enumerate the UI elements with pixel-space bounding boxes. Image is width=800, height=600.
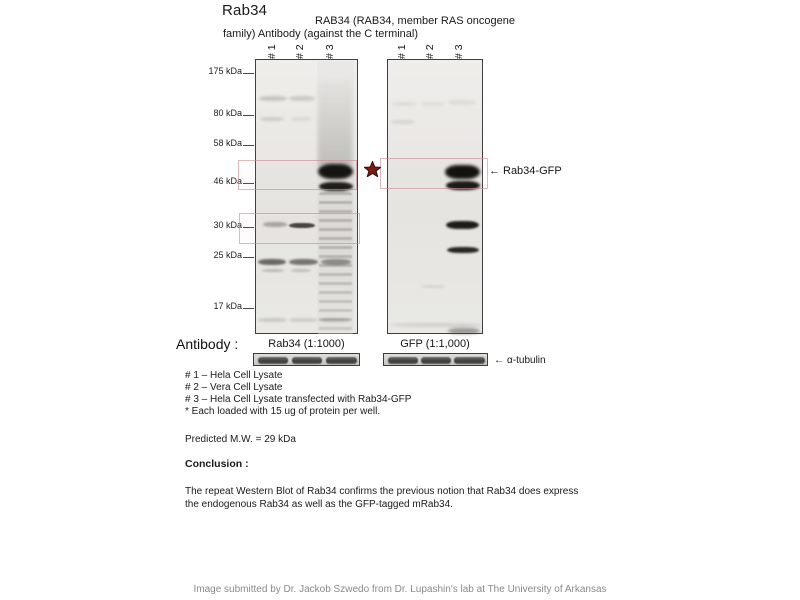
legend-line: # 1 – Hela Cell Lysate bbox=[185, 370, 283, 381]
mw-label: 30 kDa bbox=[213, 220, 242, 230]
mw-label: 58 kDa bbox=[213, 138, 242, 148]
blot-band bbox=[258, 318, 287, 322]
mw-label: 17 kDa bbox=[213, 301, 242, 311]
left-arrow-icon: ← bbox=[489, 165, 500, 177]
mw-tick-line bbox=[243, 73, 254, 74]
lane-label: # 1 bbox=[396, 44, 408, 59]
tubulin-strip-left bbox=[253, 353, 360, 366]
tubulin-band bbox=[258, 357, 288, 364]
legend-line: # 2 – Vera Cell Lysate bbox=[185, 382, 283, 393]
blot-band bbox=[290, 117, 312, 121]
star-icon bbox=[364, 161, 381, 177]
blot-band bbox=[421, 285, 445, 288]
blot-band bbox=[291, 269, 311, 272]
blot-band bbox=[262, 269, 284, 272]
highlight-box-left-upper bbox=[238, 160, 357, 190]
tubulin-band bbox=[326, 357, 357, 364]
blot-band bbox=[259, 96, 287, 101]
antibody-row-label: Antibody : bbox=[176, 336, 239, 352]
blot-band bbox=[447, 247, 479, 253]
antibody-subtitle-line2: family) Antibody (against the C terminal) bbox=[223, 28, 419, 40]
blot-band bbox=[448, 100, 476, 105]
image-credit-footer: Image submitted by Dr. Jackob Szwedo from Dr. Lupashin's lab at The University of Arkansas bbox=[193, 584, 607, 595]
blot-band bbox=[260, 117, 284, 121]
conclusion-text: The repeat Western Blot of Rab34 confirms the previous notion that Rab34 does express the endogenous Rab34 as well as the GFP-tagged mRab34. bbox=[185, 486, 579, 510]
predicted-mw-text: Predicted M.W. = 29 kDa bbox=[185, 434, 296, 445]
legend-line: # 3 – Hela Cell Lysate transfected with Rab34-GFP bbox=[185, 394, 412, 405]
sample-legend bbox=[185, 370, 411, 418]
lane-label: # 2 bbox=[424, 44, 436, 59]
blot-band bbox=[289, 96, 315, 101]
left-arrow-icon: ← bbox=[494, 355, 504, 366]
mw-label: 175 kDa bbox=[208, 66, 242, 76]
tubulin-strip-right bbox=[383, 353, 488, 366]
blot-band bbox=[391, 102, 417, 106]
rab34-gfp-annotation bbox=[489, 165, 562, 177]
lane-label: # 3 bbox=[324, 44, 336, 59]
blot-band bbox=[321, 259, 351, 265]
lane-label: # 3 bbox=[453, 44, 465, 59]
lane-label: # 2 bbox=[294, 44, 306, 59]
mw-label: 25 kDa bbox=[213, 250, 242, 260]
blot-band bbox=[320, 318, 350, 322]
mw-tick-line bbox=[243, 257, 254, 258]
tubulin-band bbox=[292, 357, 322, 364]
right-blot-caption: GFP (1:1,000) bbox=[400, 338, 470, 350]
gfp-blot-image bbox=[387, 59, 483, 334]
tubulin-annotation bbox=[494, 355, 546, 366]
blot-band bbox=[446, 221, 479, 229]
blot-band bbox=[391, 120, 415, 124]
mw-tick-line bbox=[243, 145, 254, 146]
mw-tick-line bbox=[243, 308, 254, 309]
rab34-blot-image bbox=[255, 59, 358, 334]
tubulin-label: α-tubulin bbox=[507, 355, 546, 366]
highlight-box-left-lower bbox=[239, 213, 360, 244]
mw-tick-line bbox=[243, 115, 254, 116]
blot-band bbox=[421, 102, 445, 106]
rab34-gfp-label: Rab34-GFP bbox=[503, 165, 562, 177]
blot-band bbox=[258, 259, 286, 265]
blot-band bbox=[390, 323, 482, 327]
tubulin-band bbox=[421, 357, 451, 364]
blot-band bbox=[448, 328, 480, 334]
lane3-upper-smear bbox=[318, 80, 352, 168]
tubulin-band bbox=[454, 357, 485, 364]
highlight-box-right bbox=[380, 158, 488, 189]
blot-band bbox=[289, 259, 318, 265]
mw-label: 46 kDa bbox=[213, 176, 242, 186]
legend-line: * Each loaded with 15 ug of protein per well. bbox=[185, 406, 381, 417]
antibody-subtitle-line1: RAB34 (RAB34, member RAS oncogene bbox=[315, 15, 515, 27]
mw-label: 80 kDa bbox=[213, 108, 242, 118]
tubulin-band bbox=[388, 357, 418, 364]
figure-title: Rab34 bbox=[222, 2, 268, 19]
conclusion-heading: Conclusion : bbox=[185, 458, 249, 470]
left-blot-caption: Rab34 (1:1000) bbox=[268, 338, 345, 350]
blot-band bbox=[289, 318, 318, 322]
lane-label: # 1 bbox=[266, 44, 278, 59]
